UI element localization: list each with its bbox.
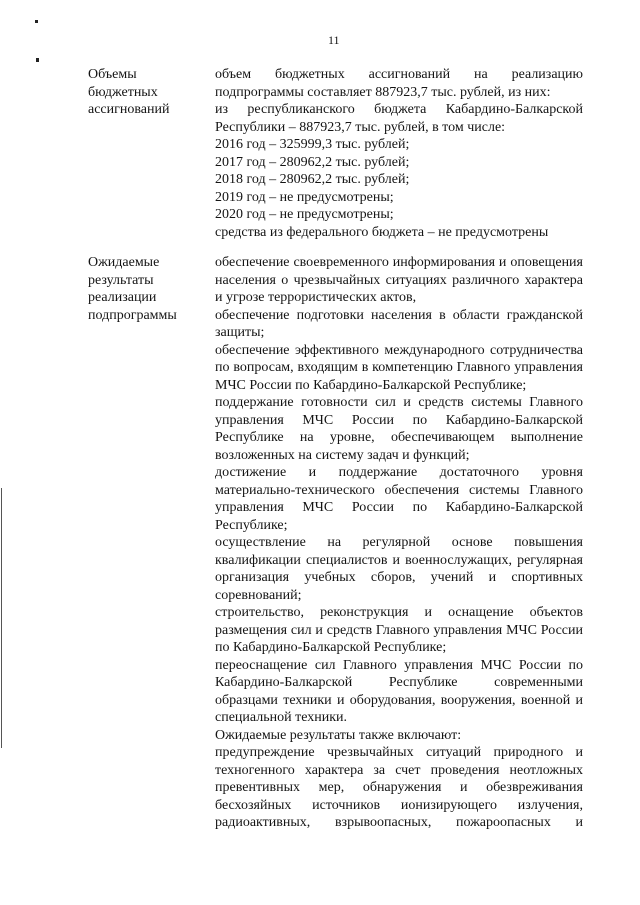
budget-year-2019: 2019 год – не предусмотрены; bbox=[215, 189, 394, 205]
result-paragraph: достижение и поддержание достаточного уровня материально-технического обеспечения системы Главного управления МЧС России по Кабардино-Балкарской Республике; bbox=[215, 465, 583, 533]
result-paragraph: обеспечение эффективного международного сотрудничества по вопросам, входящим в компетенцию Главного управления МЧС России по Кабардино-Балкарской Республике; bbox=[215, 342, 583, 393]
budget-year-2016: 2016 год – 325999,3 тыс. рублей; bbox=[215, 137, 410, 152]
budget-label-line: Объемы bbox=[88, 67, 137, 82]
result-paragraph: предупреждение чрезвычайных ситуаций природного и техногенного характера за счет проведения неотложных превентивных мер, обнаружения и обезвреживания бесхозяйных источников ионизирующего излучения, радиоактивных, взрывоопасных, пожароопасных и bbox=[215, 745, 583, 830]
budget-label-line: бюджетных bbox=[88, 84, 158, 100]
results-label bbox=[88, 254, 203, 324]
scan-mark-left-edge bbox=[1, 488, 2, 748]
result-intro-line: Ожидаемые результаты также включают: bbox=[215, 727, 462, 743]
scan-mark-top bbox=[35, 20, 38, 23]
result-paragraph: строительство, реконструкция и оснащение объектов размещения сил и средств Главного управления МЧС России по Кабардино-Балкарской Республике; bbox=[215, 605, 583, 655]
results-details bbox=[215, 254, 583, 832]
budget-year-2017: 2017 год – 280962,2 тыс. рублей; bbox=[215, 154, 410, 170]
result-paragraph: обеспечение подготовки населения в области гражданской защиты; bbox=[215, 307, 583, 340]
result-paragraph: поддержание готовности сил и средств системы Главного управления МЧС России по Кабардино-Балкарской Республике на уровне, обеспечивающем выполнение возложенных на систему задач и функций; bbox=[215, 395, 583, 463]
result-paragraph: осуществление на регулярной основе повышения квалификации специалистов и военнослужащих, регулярная организация учебных сборов, учений и спортивных соревнований; bbox=[215, 535, 583, 603]
budget-republic-paragraph: из республиканского бюджета Кабардино-Балкарской Республики – 887923,7 тыс. рублей, в том числе: bbox=[215, 102, 583, 135]
result-paragraph: переоснащение сил Главного управления МЧС России по Кабардино-Балкарской Республике современными образцами техники и оборудования, вооружения, военной и специальной техники. bbox=[215, 657, 583, 725]
result-paragraph: обеспечение своевременного информирования и оповещения населения о чрезвычайных ситуациях различного характера и угрозе террористических актов, bbox=[215, 255, 583, 305]
results-label-line: результаты bbox=[88, 272, 154, 288]
budget-year-2020: 2020 год – не предусмотрены; bbox=[215, 207, 394, 222]
scan-mark-second bbox=[36, 58, 39, 62]
budget-details bbox=[215, 66, 583, 241]
results-label-line: реализации bbox=[88, 290, 157, 305]
page-number: 11 bbox=[328, 33, 340, 47]
budget-label-line: ассигнований bbox=[88, 102, 170, 117]
results-label-line: Ожидаемые bbox=[88, 255, 160, 270]
results-label-line: подпрограммы bbox=[88, 307, 177, 323]
budget-year-2018: 2018 год – 280962,2 тыс. рублей; bbox=[215, 172, 410, 187]
budget-total-paragraph: объем бюджетных ассигнований на реализацию подпрограммы составляет 887923,7 тыс. рублей, из них: bbox=[215, 67, 583, 100]
budget-label bbox=[88, 66, 203, 119]
budget-federal-paragraph: средства из федерального бюджета – не предусмотрены bbox=[215, 224, 549, 240]
